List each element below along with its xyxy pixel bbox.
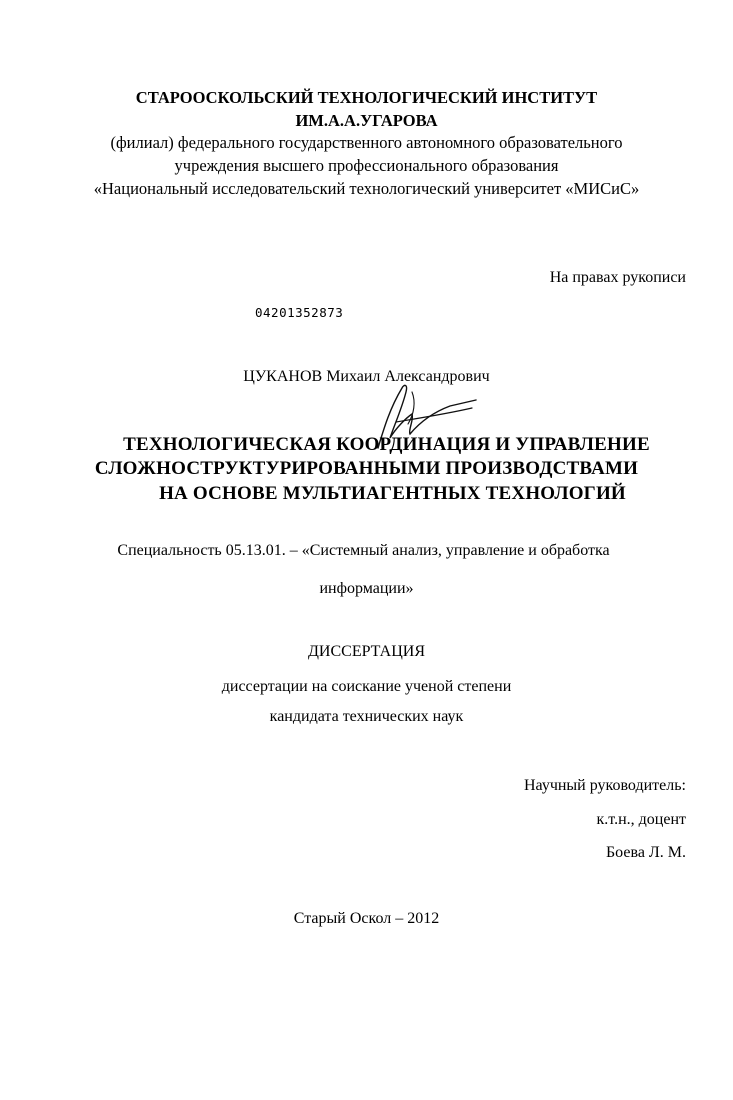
institution-education-line: учреждения высшего профессионального образования [174,156,559,175]
document-code: 04201352873 [255,305,344,320]
institution-affiliation-line: (филиал) федерального государственного автономного образовательного [110,133,623,152]
specialty-line1: Специальность 05.13.01. – «Системный анализ, управление и обработка [117,542,610,559]
supervisor-degree: к.т.н., доцент [596,811,686,828]
manuscript-note: На правах рукописи [549,269,686,286]
degree-line2: кандидата технических наук [269,708,464,725]
dissertation-title-line3: НА ОСНОВЕ МУЛЬТИАГЕНТНЫХ ТЕХНОЛОГИЙ [159,483,626,504]
document-type: ДИССЕРТАЦИЯ [308,643,425,660]
supervisor-name: Боева Л. М. [605,844,686,861]
institution-name-line1: СТАРООСКОЛЬСКИЙ ТЕХНОЛОГИЧЕСКИЙ ИНСТИТУТ [135,88,598,107]
city-year-footer: Старый Оскол – 2012 [293,910,440,927]
university-name-line: «Национальный исследовательский технологический университет «МИСиС» [93,179,640,198]
dissertation-title-line2: СЛОЖНОСТРУКТУРИРОВАННЫМИ ПРОИЗВОДСТВАМИ [94,458,639,479]
author-name: ЦУКАНОВ Михаил Александрович [243,368,490,385]
specialty-line2: информации» [319,580,414,597]
dissertation-title-line1: ТЕХНОЛОГИЧЕСКАЯ КООРДИНАЦИЯ И УПРАВЛЕНИЕ [123,434,650,455]
supervisor-label: Научный руководитель: [523,777,686,794]
institution-name-line2: ИМ.А.А.УГАРОВА [295,111,438,130]
degree-line1: диссертации на соискание ученой степени [221,678,512,695]
